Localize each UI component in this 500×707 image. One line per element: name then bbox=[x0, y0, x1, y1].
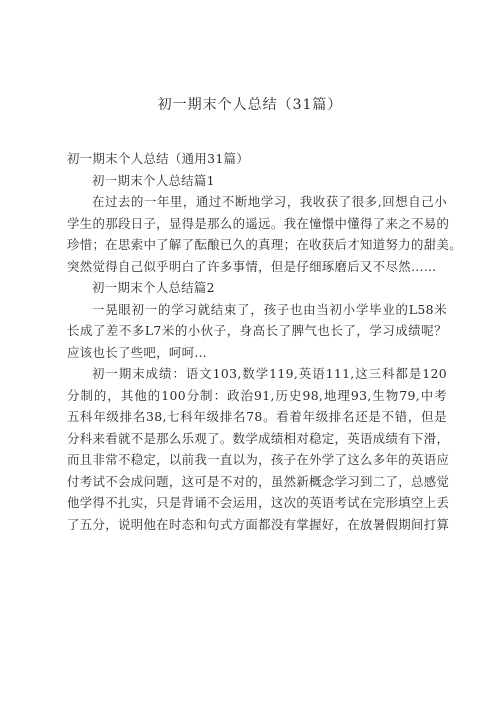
paragraph-line: 他学得不扎实，只是背诵不会运用，这次的英语考试在完形填空上丢 bbox=[67, 495, 450, 510]
paragraph-line: 学生的那段日子，显得是那么的遥远。我在憧憬中懂得了来之不易的 bbox=[67, 215, 450, 231]
paragraph-line: 在过去的一年里，通过不断地学习，我收获了很多,回想自己小 bbox=[92, 194, 447, 209]
document-body bbox=[67, 148, 462, 535]
subtitle-line: 初一期末个人总结（通用31篇） bbox=[67, 151, 250, 166]
paragraph-line: 而且非常不稳定，以前我一直以为，孩子在外学了这么多年的英语应 bbox=[67, 452, 450, 467]
paragraph-line: 应该也长了些吧，呵呵… bbox=[67, 344, 208, 360]
paragraph-line: 分制的，其他的100分制：政治91,历史98,地理93,生物79,中考 bbox=[67, 387, 447, 403]
paragraph-line: 一晃眼初一的学习就结束了，孩子也由当初小学毕业的L58米 bbox=[92, 301, 447, 317]
paragraph-line: 分科来看就不是那么乐观了。数学成绩相对稳定，英语成绩有下滑， bbox=[67, 430, 450, 446]
document-title: 初一期末个人总结（31篇） bbox=[157, 97, 343, 113]
paragraph-line: 突然觉得自己似乎明白了许多事情，但是仔细琢磨后又不尽然…… bbox=[67, 258, 437, 274]
paragraph-line: 初一期末成绩：语文103,数学119,英语111,这三科都是120 bbox=[92, 366, 447, 381]
section-heading-1: 初一期末个人总结篇1 bbox=[92, 172, 215, 188]
paragraph-line: 五科年级排名38,七科年级排名78。看着年级排名还是不错，但是 bbox=[67, 409, 447, 424]
paragraph-line: 付考试不会成问题，这可是不对的，虽然新概念学习到二了，总感觉 bbox=[67, 473, 450, 489]
paragraph-line: 珍惜；在思索中了解了酝酿已久的真理；在收获后才知道努力的甜美。 bbox=[67, 237, 462, 252]
paragraph-line: 了五分，说明他在时态和句式方面都没有掌握好，在放暑假期间打算 bbox=[67, 516, 450, 532]
section-heading-2: 初一期末个人总结篇2 bbox=[92, 280, 215, 295]
paragraph-line: 长成了差不多L7米的小伙子，身高长了脾气也长了，学习成绩呢？ bbox=[67, 323, 447, 338]
